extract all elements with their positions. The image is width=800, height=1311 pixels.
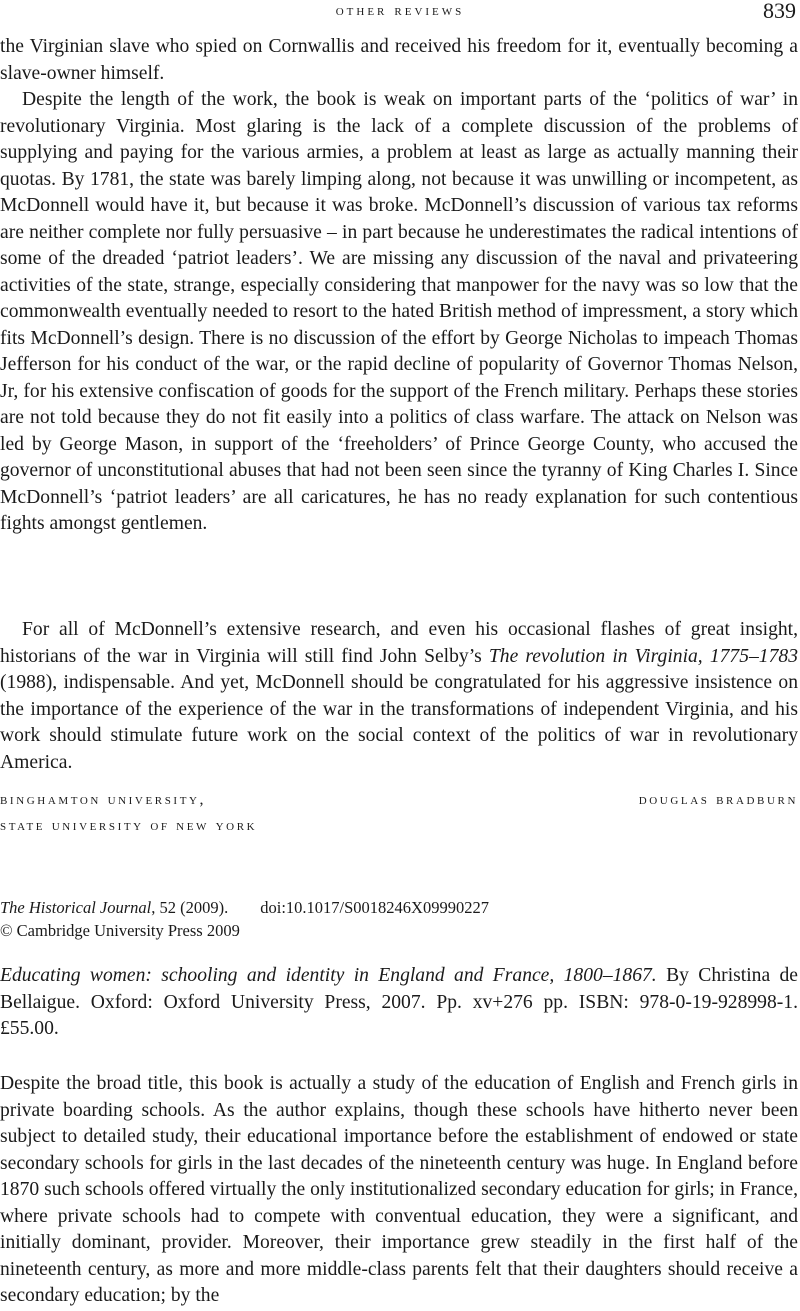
cited-book-title: The revolution in Virginia, 1775–1783 xyxy=(488,645,798,667)
review1-paragraph-3 xyxy=(0,617,798,776)
page-number: 839 xyxy=(763,0,796,23)
copyright-line: © Cambridge University Press 2009 xyxy=(0,921,240,940)
review2-paragraph-1: Despite the broad title, this book is actually a study of the education of English and French girls in private boarding schools. As the author explains, though these schools have hitherto never been subject to detailed study, their educational importance before the establishment of endowed or state secondary schools for girls in the last decades of the nineteenth century was huge. In England before 1870 such schools offered virtually the only institutionalized secondary education for girls; in France, where private schools had to compete with conventual education, they were a significant, and initially dominant, provider. Moreover, their importance grew steadily in the first half of the nineteenth century, as more and more middle-class parents felt that their daughters should receive a secondary education; by the xyxy=(0,1073,798,1306)
book-details: By Christina de Bellaigue. Oxford: Oxford University Press, 2007. Pp. xv+276 pp. ISBN: 978-0-19-928998-1. £55.00. xyxy=(0,965,798,1039)
book-title: Educating women: schooling and identity in England and France, 1800–1867. xyxy=(0,965,657,986)
reviewer-affiliation-line-1: binghamton university, xyxy=(0,791,207,808)
review1-paragraph-2: Despite the length of the work, the book is weak on important parts of the ‘politics of war’ in revolutionary Virginia. Most glaring is the lack of a complete discussion of the problems of supplying and paying for the various armies, a problem at least as large as actually manning their quotas. By 1781, the state was barely limping along, not because it was unwilling or incompetent, as McDonnell would have it, but because it was broke. McDonnell’s discussion of various tax reforms are neither complete nor fully persuasive – in part because he underestimates the radical intentions of some of the dreaded ‘patriot leaders’. We are missing any discussion of the naval and privateering activities of the state, strange, especially considering that manpower for the navy was so low that the commonwealth eventually needed to resort to the hated British method of impressment, a story which fits McDonnell’s design. There is no discussion of the effort by George Nicholas to impeach Thomas Jefferson for his conduct of the war, or the rapid decline of popularity of Governor Thomas Nelson, Jr, for his extensive confiscation of goods for the support of the French military. Perhaps these stories are not told because they do not fit easily into a politics of class warfare. The attack on Nelson was led by George Mason, in support of the ‘freeholders’ of Prince George County, who accused the governor of unconstitutional abuses that had not been seen since the tyranny of King Charles I. Since McDonnell’s ‘patriot leaders’ are all caricatures, he has no ready explanation for such contentious fights amongst gentlemen. xyxy=(0,89,798,534)
review1-paragraph-3-start: For all of McDonnell’s extensive research, and even his occasional flashes of great insight, historians of the war in Virginia will still find John Selby’s xyxy=(0,619,798,667)
running-title: other reviews xyxy=(335,2,465,19)
doi: doi:10.1017/S0018246X09990227 xyxy=(260,898,489,917)
book-reference xyxy=(0,963,798,1043)
reviewer-affiliation-line-2: state university of new york xyxy=(0,817,258,834)
journal-volume-year: , 52 (2009). xyxy=(151,898,229,917)
review1-paragraph-3-end: (1988), indispensable. And yet, McDonnell should be congratulated for his aggressive insistence on the importance of the experience of the war in the transformations of independent Virginia, and his work should stimulate future work on the social context of the politics of war in revolutionary America. xyxy=(0,672,798,773)
journal-citation xyxy=(0,897,489,919)
running-header xyxy=(0,0,800,26)
journal-name: The Historical Journal xyxy=(0,898,152,917)
review1-paragraph-1: the Virginian slave who spied on Cornwallis and received his freedom for it, eventually becoming a slave-owner himself. xyxy=(0,36,798,84)
reviewer-name: douglas bradburn xyxy=(638,791,798,808)
